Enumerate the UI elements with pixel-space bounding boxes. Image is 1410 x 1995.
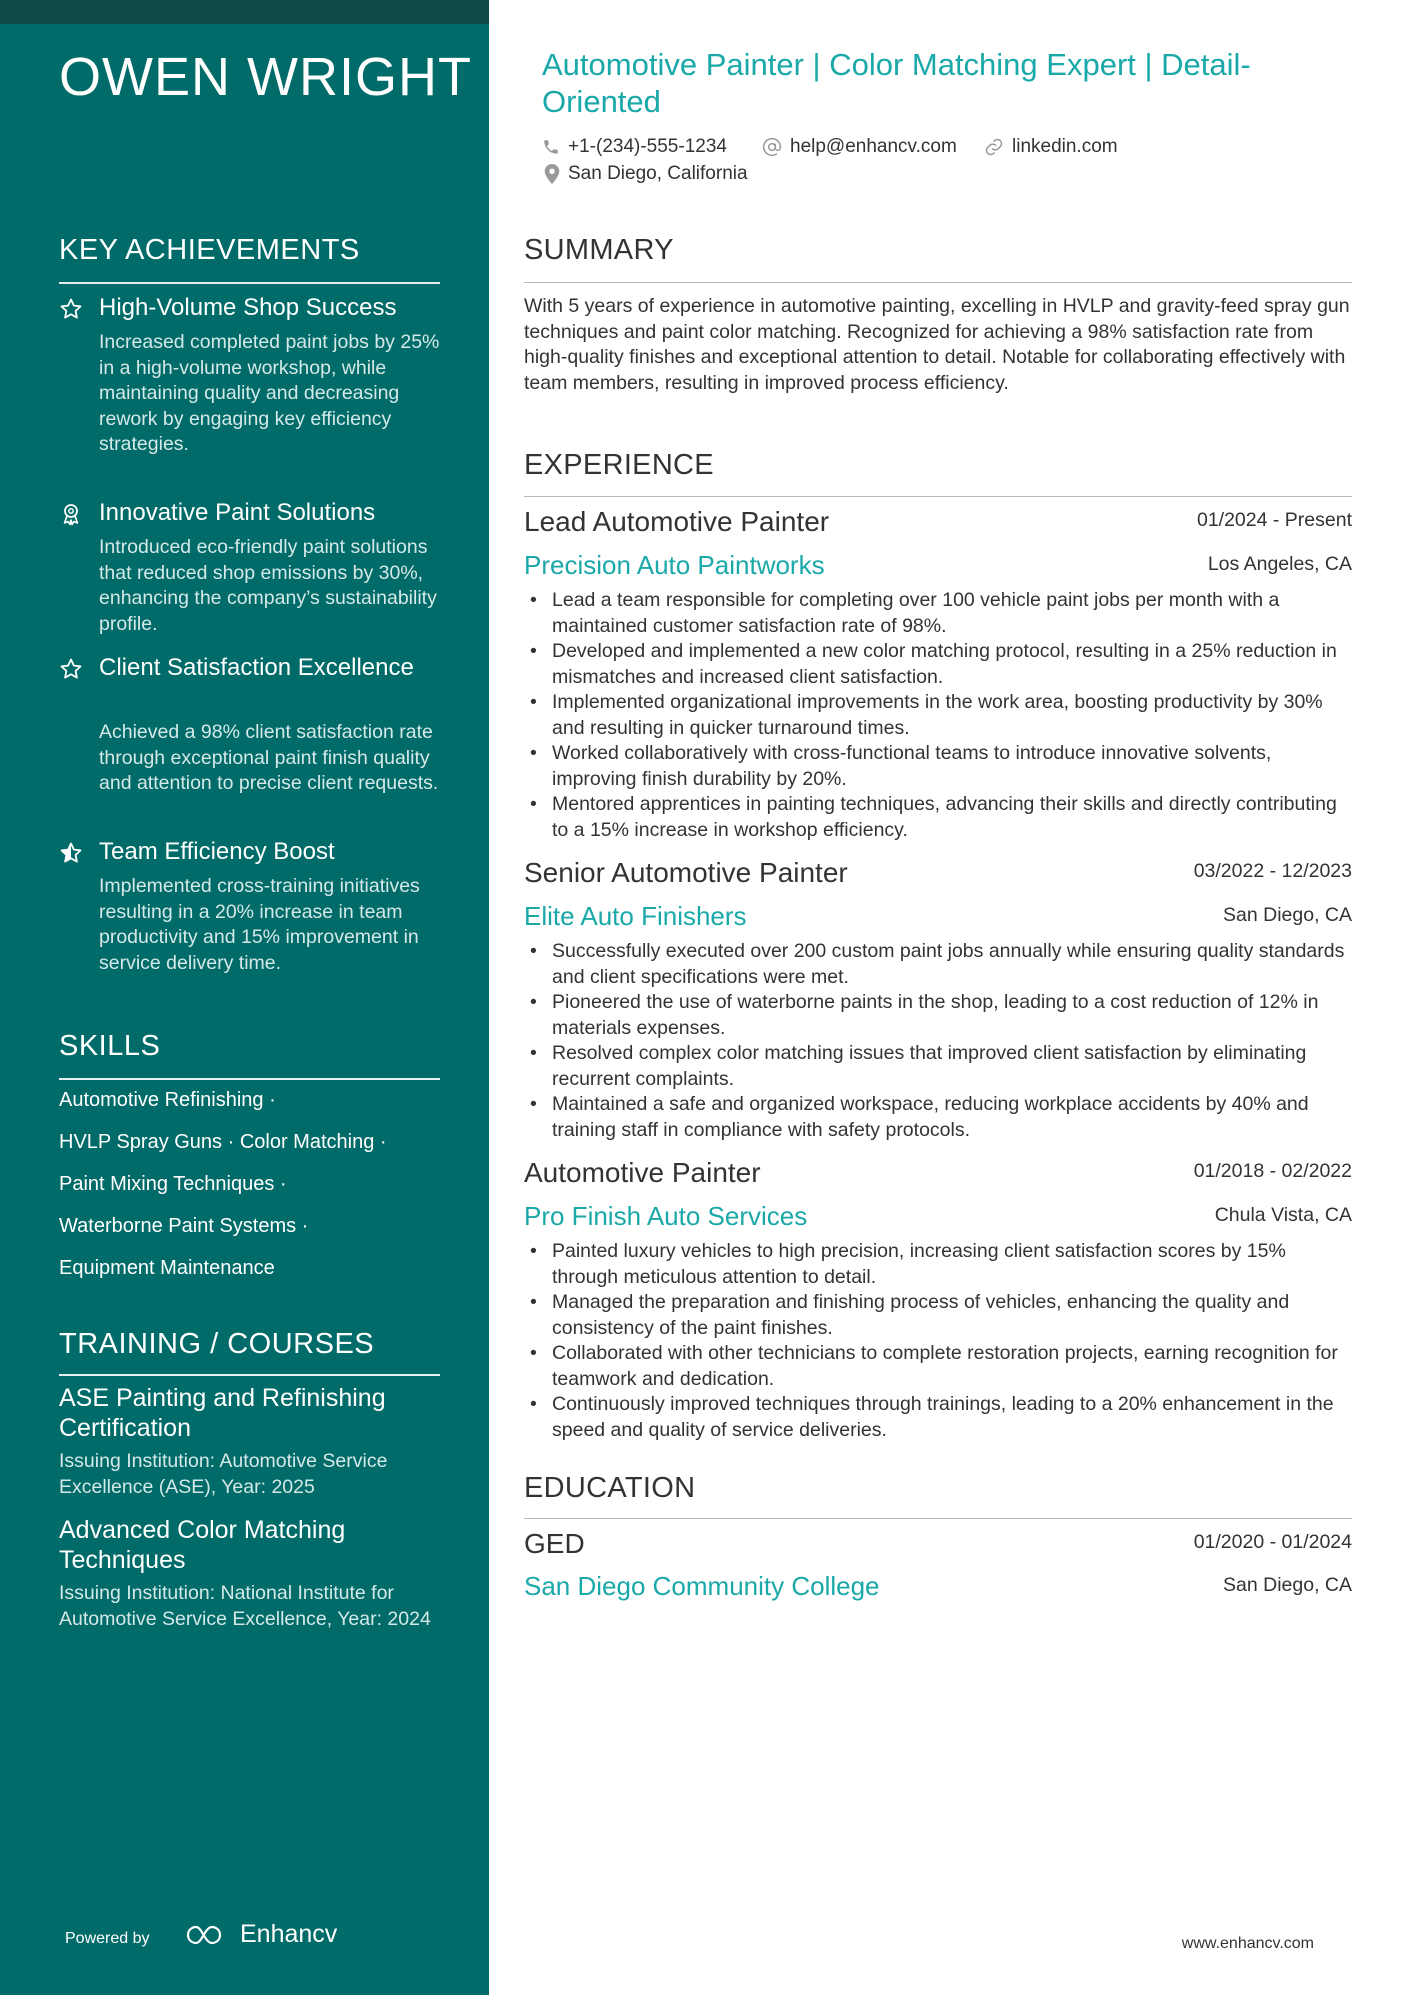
skill-item: Equipment Maintenance (59, 1257, 275, 1279)
job-bullet: • Pioneered the use of waterborne paints in the shop, leading to a cost reduction of 12% in materials expenses. (524, 990, 1352, 1041)
education-date: 01/2020 - 01/2024 (1193, 1531, 1352, 1553)
skill-item: Paint Mixing Techniques · (59, 1173, 287, 1195)
job-company: Elite Auto Finishers (524, 901, 747, 931)
phone-text: +1-(234)-555-1234 (568, 136, 727, 157)
training-title: TRAINING / COURSES (59, 1328, 375, 1360)
achievement-title: Innovative Paint Solutions (99, 499, 376, 526)
job-date: 01/2024 - Present (1196, 509, 1352, 531)
enhancv-logo-text: Enhancv (240, 1920, 338, 1948)
summary-divider (524, 282, 1352, 283)
job-company: Pro Finish Auto Services (524, 1201, 808, 1231)
summary-title: SUMMARY (524, 234, 674, 266)
headline: Automotive Painter | Color Matching Expert | Detail-Oriented (542, 47, 1251, 119)
education-school: San Diego Community College (524, 1571, 880, 1601)
education-location: San Diego, CA (1223, 1574, 1352, 1596)
job-bullets (524, 1239, 1352, 1443)
job-bullet: • Resolved complex color matching issues that improved client satisfaction by eliminating recurrent complaints. (524, 1041, 1352, 1092)
job-bullet: • Worked collaboratively with cross-functional teams to introduce innovative solvents, improving finish durability by 20%. (524, 741, 1352, 792)
course-desc: Issuing Institution: Automotive Service Excellence (ASE), Year: 2025 (59, 1450, 388, 1498)
skill-item: Automotive Refinishing · (59, 1089, 276, 1111)
job-title: Lead Automotive Painter (524, 506, 830, 537)
contact-email[interactable] (762, 136, 957, 158)
link-icon (984, 137, 1004, 157)
contact-phone (542, 136, 727, 158)
achievement-desc: Implemented cross-training initiatives resulting in a 20% increase in team productivity and 15% improvement in service delivery time. (99, 875, 420, 974)
education-title: EDUCATION (524, 1472, 696, 1504)
experience-divider (524, 496, 1352, 497)
skills-title: SKILLS (59, 1030, 161, 1062)
course-title: Advanced Color Matching Techniques (59, 1516, 346, 1574)
job-location: Los Angeles, CA (1207, 553, 1352, 575)
job-bullet: • Managed the preparation and finishing process of vehicles, enhancing the quality and consistency of the paint finishes. (524, 1290, 1352, 1341)
achievement-title: High-Volume Shop Success (99, 294, 397, 321)
candidate-name: OWEN WRIGHT (59, 47, 472, 107)
job-date: 01/2018 - 02/2022 (1193, 1160, 1352, 1182)
achievement-desc: Achieved a 98% client satisfaction rate through exceptional paint finish quality and attention to precise client requests. (99, 721, 439, 794)
contact-linkedin[interactable] (984, 136, 1118, 158)
job-bullet: • Mentored apprentices in painting techniques, advancing their skills and directly contributing to a 15% increase in workshop efficiency. (524, 792, 1352, 843)
job-location: San Diego, CA (1223, 904, 1352, 926)
job-bullet: • Successfully executed over 200 custom paint jobs annually while ensuring quality standards and client specifications were met. (524, 939, 1352, 990)
job-title: Senior Automotive Painter (524, 857, 848, 888)
job-bullets (524, 939, 1352, 1143)
job-location: Chula Vista, CA (1214, 1204, 1352, 1226)
course-desc: Issuing Institution: National Institute for Automotive Service Excellence, Year: 2024 (59, 1582, 431, 1630)
location-text: San Diego, California (568, 163, 748, 184)
job-date: 03/2022 - 12/2023 (1193, 860, 1352, 882)
footer-website[interactable]: www.enhancv.com (1181, 1935, 1314, 1952)
contact-location (544, 163, 748, 185)
job-bullet: • Continuously improved techniques through trainings, leading to a 20% enhancement in the speed and quality of service deliveries. (524, 1392, 1352, 1443)
achievement-desc: Increased completed paint jobs by 25% in a high-volume workshop, while maintaining quality and decreasing rework by engaging key efficiency strategies. (99, 331, 440, 455)
job-company: Precision Auto Paintworks (524, 550, 825, 580)
location-pin-icon (544, 164, 560, 184)
achievement-desc: Introduced eco-friendly paint solutions that reduced shop emissions by 30%, enhancing the company’s sustainability profile. (99, 536, 437, 635)
skill-item: HVLP Spray Guns · Color Matching · (59, 1131, 387, 1153)
job-bullet: • Maintained a safe and organized workspace, reducing workplace accidents by 40% and training staff in compliance with safety protocols. (524, 1092, 1352, 1143)
powered-by-label: Powered by (65, 1930, 150, 1947)
job-bullet: • Developed and implemented a new color matching protocol, resulting in a 25% reduction in mismatches and increased client satisfaction. (524, 639, 1352, 690)
course-title: ASE Painting and Refinishing Certification (59, 1384, 386, 1442)
achievement-title: Client Satisfaction Excellence (99, 654, 414, 681)
summary-text: With 5 years of experience in automotive painting, excelling in HVLP and gravity-feed spray gun techniques and paint color matching. Recognized for achieving a 98% satisfaction rate from high-quality finishes and exceptional attention to detail. Notable for collaborating effectively with team members, resulting in improved process efficiency. (524, 295, 1350, 394)
experience-title: EXPERIENCE (524, 449, 714, 481)
achievement-title: Team Efficiency Boost (99, 838, 335, 865)
phone-icon (542, 138, 560, 156)
job-bullet: • Lead a team responsible for completing over 100 vehicle paint jobs per month with a maintained customer satisfaction rate of 98%. (524, 588, 1352, 639)
education-degree: GED (524, 1528, 585, 1559)
at-sign-icon (762, 137, 782, 157)
job-bullets (524, 588, 1352, 843)
education-divider (524, 1518, 1352, 1519)
skill-item: Waterborne Paint Systems · (59, 1215, 309, 1237)
job-title: Automotive Painter (524, 1157, 761, 1188)
job-bullet: • Implemented organizational improvements in the work area, boosting productivity by 30% and resulting in quicker turnaround times. (524, 690, 1352, 741)
job-bullet: • Painted luxury vehicles to high precision, increasing client satisfaction scores by 15% through meticulous attention to detail. (524, 1239, 1352, 1290)
email-text: help@enhancv.com (790, 136, 957, 157)
linkedin-text: linkedin.com (1012, 136, 1118, 157)
job-bullet: • Collaborated with other technicians to complete restoration projects, earning recognition for teamwork and dedication. (524, 1341, 1352, 1392)
achievements-title: KEY ACHIEVEMENTS (59, 234, 360, 266)
